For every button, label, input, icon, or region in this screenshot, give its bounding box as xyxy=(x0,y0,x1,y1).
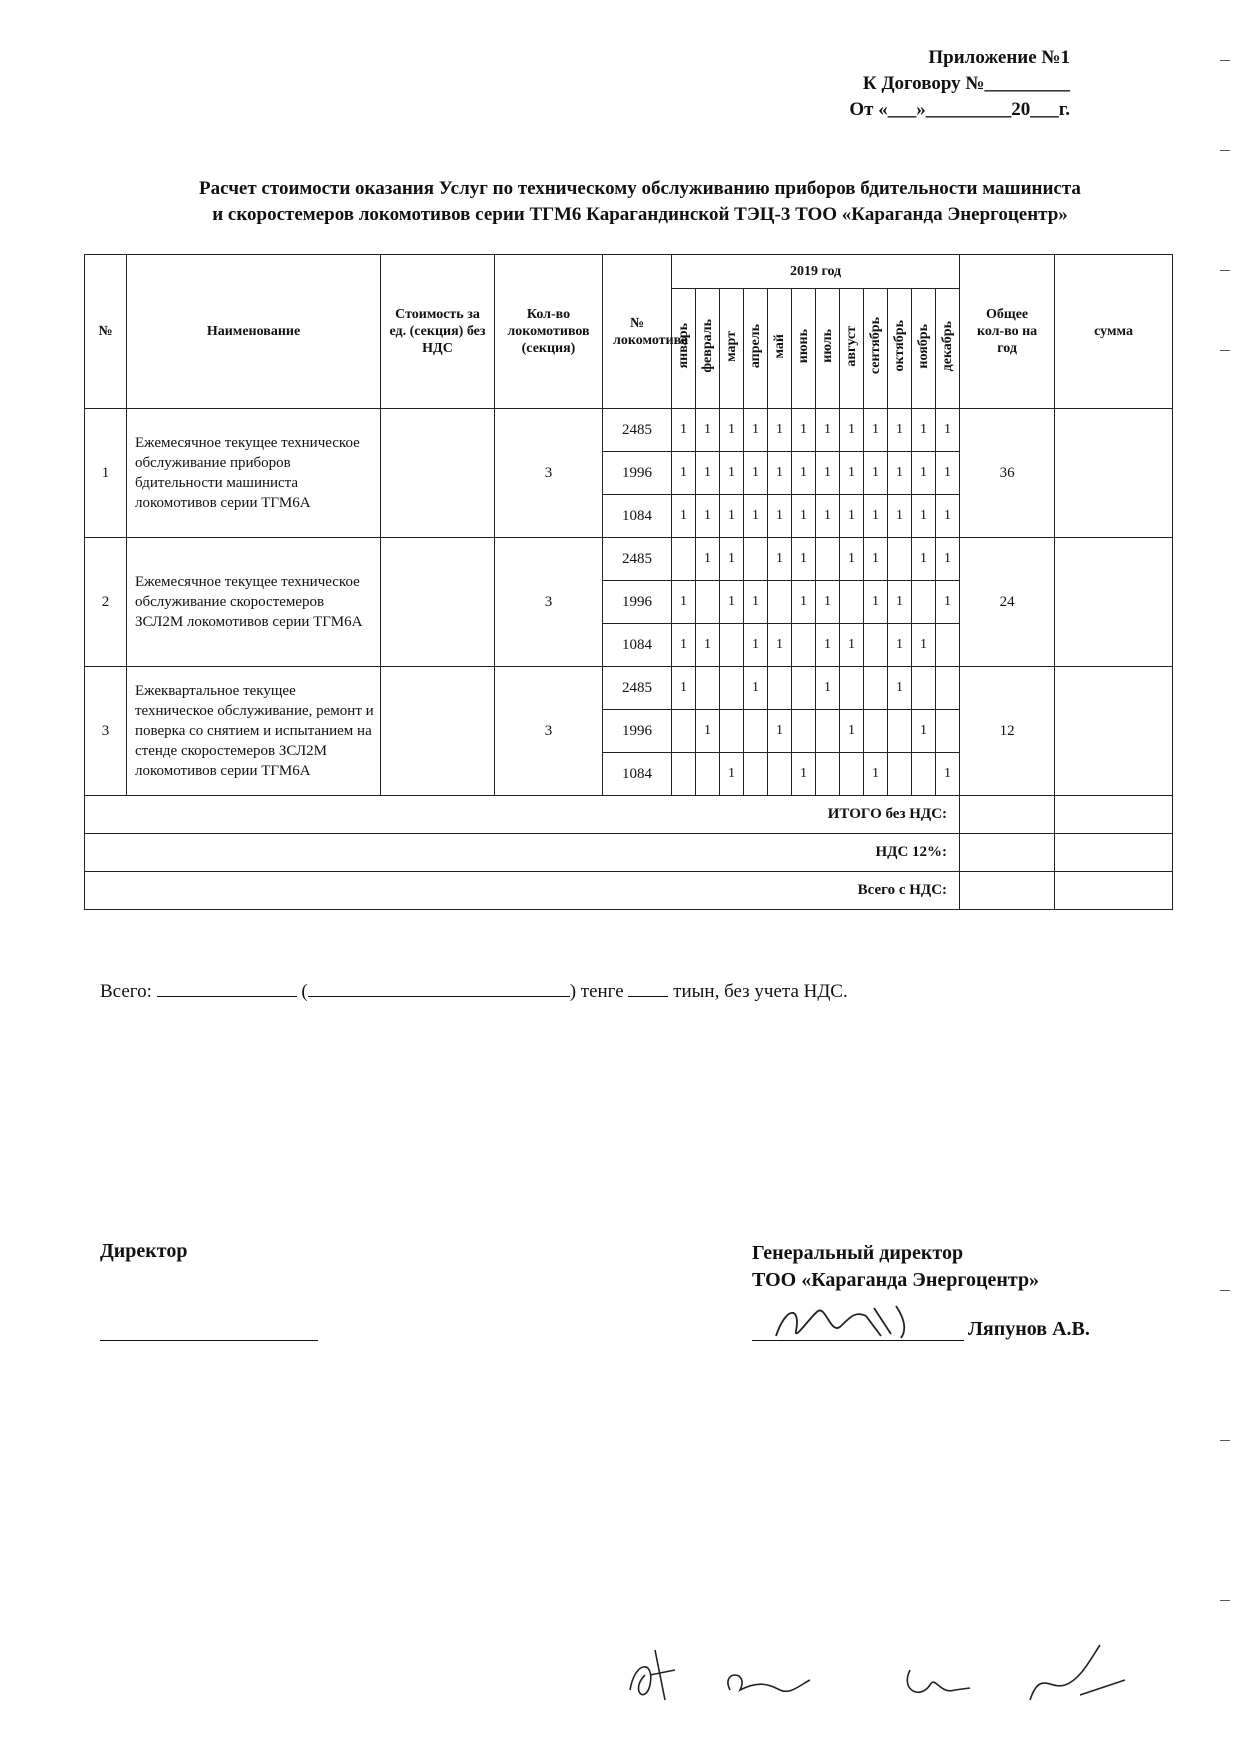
month-mark: 1 xyxy=(672,495,696,538)
loco-id: 2485 xyxy=(603,538,672,581)
total-with-vat-label: Всего с НДС: xyxy=(85,872,960,910)
month-mark: 1 xyxy=(888,581,912,624)
month-mark xyxy=(912,667,936,710)
month-mark: 1 xyxy=(768,409,792,452)
loco-count: 3 xyxy=(495,409,603,538)
month-mark: 1 xyxy=(744,409,768,452)
table-row xyxy=(85,409,1173,452)
vat-value xyxy=(960,834,1055,872)
month-mark: 1 xyxy=(840,452,864,495)
header-name: Наименование xyxy=(127,255,381,409)
month-header xyxy=(792,289,816,409)
month-mark: 1 xyxy=(792,495,816,538)
month-mark xyxy=(792,710,816,753)
month-header xyxy=(840,289,864,409)
month-mark: 1 xyxy=(720,581,744,624)
month-mark: 1 xyxy=(888,667,912,710)
month-mark: 1 xyxy=(816,667,840,710)
left-signature-line xyxy=(100,1340,318,1341)
total-without-vat-value xyxy=(960,796,1055,834)
service-name: Ежеквартальное текущее техническое обслуживание, ремонт и поверка со снятием и испытанием на стенде скоростемеров ЗСЛ2М локомотивов серии ТГМ6А xyxy=(127,667,381,796)
right-signature-line xyxy=(752,1340,964,1341)
loco-id: 1084 xyxy=(603,495,672,538)
month-mark xyxy=(696,667,720,710)
month-mark xyxy=(888,710,912,753)
month-mark xyxy=(816,753,840,796)
month-mark: 1 xyxy=(864,409,888,452)
month-mark: 1 xyxy=(792,753,816,796)
loco-count: 3 xyxy=(495,667,603,796)
scan-margin-mark xyxy=(1220,1440,1230,1441)
month-mark: 1 xyxy=(672,581,696,624)
month-mark: 1 xyxy=(696,624,720,667)
annual-total: 12 xyxy=(960,667,1055,796)
row-number: 3 xyxy=(85,667,127,796)
title-line-2: и скоростемеров локомотивов серии ТГМ6 Карагандинской ТЭЦ-3 ТОО «Караганда Энергоцентр» xyxy=(212,204,1068,225)
month-mark: 1 xyxy=(936,753,960,796)
month-mark xyxy=(720,710,744,753)
month-mark: 1 xyxy=(744,667,768,710)
summary-label: Всего: xyxy=(100,981,152,1002)
month-mark xyxy=(672,710,696,753)
total-with-vat-value xyxy=(960,872,1055,910)
month-mark: 1 xyxy=(912,452,936,495)
month-label: декабрь xyxy=(940,320,956,372)
month-mark: 1 xyxy=(720,538,744,581)
month-mark: 1 xyxy=(720,495,744,538)
header-loco: № локомотива xyxy=(603,255,672,409)
month-mark xyxy=(816,710,840,753)
table-row xyxy=(85,667,1173,710)
loco-id: 2485 xyxy=(603,667,672,710)
appendix-header xyxy=(849,45,1070,123)
month-mark: 1 xyxy=(696,710,720,753)
month-mark xyxy=(936,667,960,710)
month-mark: 1 xyxy=(888,495,912,538)
unit-cost-cell xyxy=(381,409,495,538)
document-title xyxy=(90,176,1190,228)
month-mark: 1 xyxy=(696,495,720,538)
month-mark: 1 xyxy=(720,753,744,796)
month-mark: 1 xyxy=(696,409,720,452)
month-mark: 1 xyxy=(936,538,960,581)
month-header xyxy=(816,289,840,409)
row-number: 1 xyxy=(85,409,127,538)
total-without-vat-sum xyxy=(1055,796,1173,834)
month-mark: 1 xyxy=(672,624,696,667)
annual-total: 36 xyxy=(960,409,1055,538)
month-mark: 1 xyxy=(768,495,792,538)
month-mark: 1 xyxy=(744,624,768,667)
month-mark: 1 xyxy=(864,538,888,581)
month-label: октябрь xyxy=(892,320,907,372)
month-mark xyxy=(696,581,720,624)
month-mark: 1 xyxy=(792,581,816,624)
month-mark xyxy=(912,581,936,624)
month-mark: 1 xyxy=(864,495,888,538)
unit-cost-cell xyxy=(381,538,495,667)
right-signatory-company: ТОО «Караганда Энергоцентр» xyxy=(752,1269,1040,1291)
total-with-vat-sum xyxy=(1055,872,1173,910)
service-name: Ежемесячное текущее техническое обслуживание скоростемеров ЗСЛ2М локомотивов серии ТГМ6А xyxy=(127,538,381,667)
signer-name: Ляпунов А.В. xyxy=(968,1318,1090,1340)
header-num: № xyxy=(85,255,127,409)
summary-amount-blank xyxy=(157,978,297,997)
month-mark: 1 xyxy=(840,409,864,452)
handwritten-signature xyxy=(756,1296,956,1346)
month-mark: 1 xyxy=(816,495,840,538)
month-mark: 1 xyxy=(840,624,864,667)
month-mark: 1 xyxy=(696,538,720,581)
appendix-number: Приложение №1 xyxy=(928,47,1070,68)
month-mark xyxy=(672,538,696,581)
month-mark: 1 xyxy=(792,452,816,495)
loco-id: 1084 xyxy=(603,624,672,667)
month-header xyxy=(672,289,696,409)
month-mark xyxy=(744,538,768,581)
month-mark: 1 xyxy=(696,452,720,495)
summary-line xyxy=(100,978,848,1003)
month-mark xyxy=(936,624,960,667)
month-mark xyxy=(840,581,864,624)
month-label: апрель xyxy=(748,323,763,369)
left-signatory-title: Директор xyxy=(100,1240,188,1262)
month-label: январь xyxy=(676,323,691,369)
header-cost: Стоимость за ед. (секция) без НДС xyxy=(381,255,495,409)
month-mark xyxy=(792,624,816,667)
month-label: март xyxy=(724,330,739,362)
month-mark: 1 xyxy=(912,495,936,538)
month-mark xyxy=(768,753,792,796)
month-mark: 1 xyxy=(720,409,744,452)
month-mark: 1 xyxy=(672,452,696,495)
month-mark xyxy=(840,667,864,710)
month-mark: 1 xyxy=(768,452,792,495)
total-without-vat-label: ИТОГО без НДС: xyxy=(85,796,960,834)
month-mark xyxy=(864,710,888,753)
annual-total: 24 xyxy=(960,538,1055,667)
sum-cell xyxy=(1055,409,1173,538)
loco-id: 1996 xyxy=(603,452,672,495)
month-mark xyxy=(744,753,768,796)
month-mark: 1 xyxy=(840,710,864,753)
scan-margin-mark xyxy=(1220,60,1230,61)
month-mark: 1 xyxy=(888,624,912,667)
month-mark xyxy=(744,710,768,753)
page-initials xyxy=(610,1630,1150,1720)
month-mark xyxy=(888,538,912,581)
summary-tenge: тенге xyxy=(580,981,624,1002)
month-mark xyxy=(864,667,888,710)
month-label: февраль xyxy=(700,319,715,373)
month-mark: 1 xyxy=(792,538,816,581)
month-mark xyxy=(936,710,960,753)
vat-label: НДС 12%: xyxy=(85,834,960,872)
month-mark: 1 xyxy=(816,581,840,624)
summary-close-paren: ) xyxy=(569,981,577,1002)
month-mark xyxy=(696,753,720,796)
month-mark xyxy=(672,753,696,796)
month-mark: 1 xyxy=(768,624,792,667)
month-header xyxy=(864,289,888,409)
header-total: Общее кол-во на год xyxy=(960,255,1055,409)
unit-cost-cell xyxy=(381,667,495,796)
month-mark xyxy=(912,753,936,796)
contract-date-line: От «___»_________20___г. xyxy=(849,99,1070,120)
scan-margin-mark xyxy=(1220,350,1230,351)
month-mark xyxy=(768,667,792,710)
month-label: июнь xyxy=(796,328,811,364)
month-mark xyxy=(816,538,840,581)
loco-id: 2485 xyxy=(603,409,672,452)
month-label: август xyxy=(844,325,859,367)
month-header xyxy=(696,289,720,409)
month-mark: 1 xyxy=(768,538,792,581)
month-mark xyxy=(720,624,744,667)
month-mark: 1 xyxy=(840,495,864,538)
summary-tiyn-blank xyxy=(628,978,668,997)
month-mark: 1 xyxy=(864,753,888,796)
month-mark: 1 xyxy=(720,452,744,495)
month-label: сентябрь xyxy=(868,317,883,375)
month-mark: 1 xyxy=(888,409,912,452)
month-header xyxy=(936,289,960,409)
summary-words-blank xyxy=(308,978,570,997)
month-mark: 1 xyxy=(768,710,792,753)
month-mark: 1 xyxy=(936,452,960,495)
month-mark: 1 xyxy=(672,667,696,710)
sum-cell xyxy=(1055,538,1173,667)
month-mark: 1 xyxy=(840,538,864,581)
month-mark: 1 xyxy=(744,495,768,538)
month-mark: 1 xyxy=(912,624,936,667)
month-mark: 1 xyxy=(672,409,696,452)
month-mark: 1 xyxy=(744,581,768,624)
month-mark xyxy=(864,624,888,667)
vat-sum xyxy=(1055,834,1173,872)
sum-cell xyxy=(1055,667,1173,796)
month-header xyxy=(744,289,768,409)
month-mark: 1 xyxy=(912,409,936,452)
month-label: май xyxy=(772,333,787,359)
summary-tiyn: тиын, без учета НДС. xyxy=(673,981,848,1002)
month-label: ноябрь xyxy=(916,323,931,369)
month-mark: 1 xyxy=(792,409,816,452)
header-year: 2019 год xyxy=(672,255,960,289)
month-mark xyxy=(792,667,816,710)
month-mark: 1 xyxy=(936,409,960,452)
month-mark xyxy=(720,667,744,710)
month-mark: 1 xyxy=(744,452,768,495)
row-number: 2 xyxy=(85,538,127,667)
month-header xyxy=(768,289,792,409)
month-mark: 1 xyxy=(936,581,960,624)
month-mark xyxy=(840,753,864,796)
loco-id: 1996 xyxy=(603,581,672,624)
header-count: Кол-во локомотивов (секция) xyxy=(495,255,603,409)
scan-margin-mark xyxy=(1220,1600,1230,1601)
scan-margin-mark xyxy=(1220,1290,1230,1291)
loco-id: 1996 xyxy=(603,710,672,753)
month-mark xyxy=(888,753,912,796)
cost-table xyxy=(84,254,1173,910)
month-mark: 1 xyxy=(864,452,888,495)
loco-id: 1084 xyxy=(603,753,672,796)
month-mark: 1 xyxy=(816,409,840,452)
month-label: июль xyxy=(820,329,835,363)
month-mark: 1 xyxy=(912,538,936,581)
month-header xyxy=(720,289,744,409)
month-mark: 1 xyxy=(864,581,888,624)
right-signatory-block xyxy=(752,1240,1039,1294)
right-signatory-title: Генеральный директор xyxy=(752,1242,964,1264)
scan-margin-mark xyxy=(1220,270,1230,271)
service-name: Ежемесячное текущее техническое обслуживание приборов бдительности машиниста локомотивов серии ТГМ6А xyxy=(127,409,381,538)
month-mark: 1 xyxy=(912,710,936,753)
title-line-1: Расчет стоимости оказания Услуг по техническому обслуживанию приборов бдительности машиниста xyxy=(199,178,1081,199)
month-header xyxy=(888,289,912,409)
header-sum: сумма xyxy=(1055,255,1173,409)
month-mark: 1 xyxy=(816,452,840,495)
month-mark: 1 xyxy=(936,495,960,538)
contract-number-line: К Договору №_________ xyxy=(862,73,1070,94)
summary-open-paren: ( xyxy=(301,981,308,1002)
month-mark: 1 xyxy=(816,624,840,667)
table-row xyxy=(85,538,1173,581)
month-header xyxy=(912,289,936,409)
month-mark xyxy=(768,581,792,624)
loco-count: 3 xyxy=(495,538,603,667)
month-mark: 1 xyxy=(888,452,912,495)
scan-margin-mark xyxy=(1220,150,1230,151)
